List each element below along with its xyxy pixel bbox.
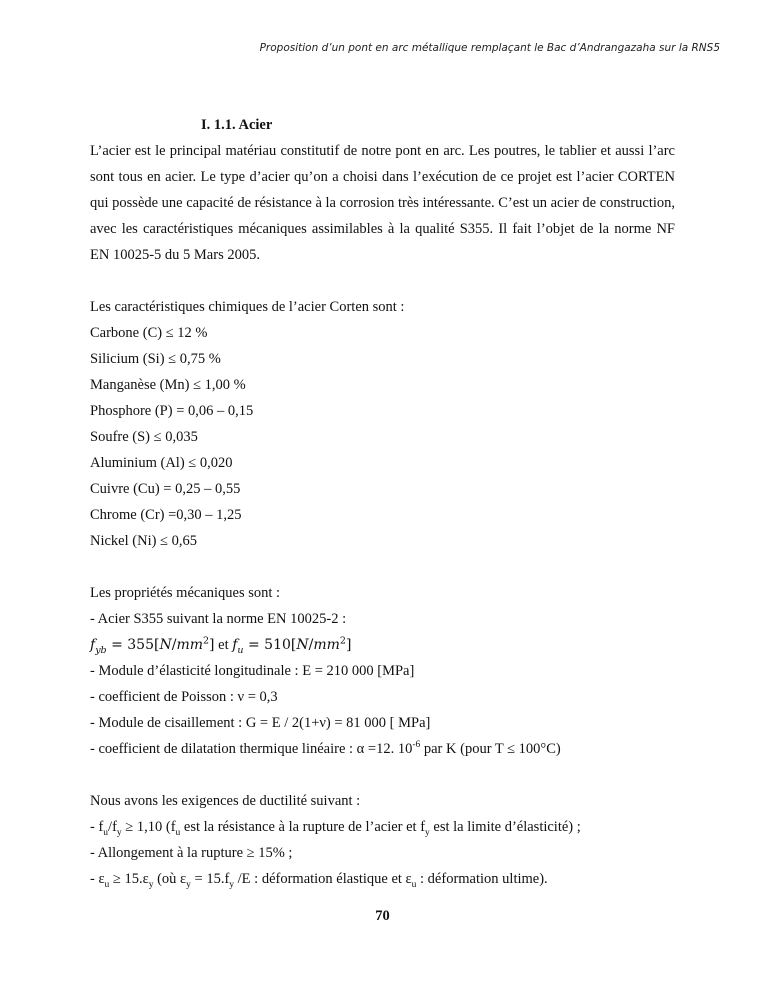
page-body — [90, 112, 675, 892]
running-header: Proposition d’un pont en arc métallique remplaçant le Bac d’Andrangazaha sur la RNS5 — [259, 42, 720, 54]
ductility-heading: Nous avons les exigences de ductilité suivant : — [90, 793, 361, 809]
ductility-item: - $f_u/f_y \ge 1,10$ ($f_u$ est la résistance à la rupture de l’acier et $f_y$ est la limite d’élasticité) ; — [90, 819, 581, 838]
shear-modulus-line: - Module de cisaillement : G = E / 2(1+ν) = 81 000 [ MPa] — [90, 715, 431, 731]
list-item: Cuivre (Cu) = 0,25 – 0,55 — [90, 481, 241, 497]
poisson-line: - coefficient de Poisson : ν = 0,3 — [90, 689, 278, 705]
strength-formula: $f_{yb} = 355[N/mm^2]$ et $f_u = 510[N/mm^2]$ — [90, 635, 352, 656]
page-number: 70 — [375, 908, 390, 924]
elastic-modulus-line: - Module d’élasticité longitudinale : E = 210 000 [MPa] — [90, 663, 415, 679]
list-item: Carbone (C) ≤ 12 % — [90, 325, 208, 341]
list-item: Nickel (Ni) ≤ 0,65 — [90, 533, 198, 549]
list-item: Phosphore (P) = 0,06 – 0,15 — [90, 403, 254, 419]
mechanical-heading: Les propriétés mécaniques sont : — [90, 585, 281, 601]
list-item: Manganèse (Mn) ≤ 1,00 % — [90, 377, 246, 393]
list-item: Soufre (S) ≤ 0,035 — [90, 429, 198, 445]
ductility-item: - Allongement à la rupture ≥ 15% ; — [90, 845, 293, 861]
chemical-list — [90, 320, 675, 554]
thermal-expansion-line: - coefficient de dilatation thermique linéaire : α =12. $10^{-6}$ par K (pour T ≤ 100°C) — [90, 740, 561, 757]
list-item: Chrome (Cr) =0,30 – 1,25 — [90, 507, 242, 523]
ductility-item: - $\varepsilon_u \ge 15.\varepsilon_y$ (où $\varepsilon_y = 15.f_y$ /E : déformation élastique et $\varepsilon_u$ : déformation ultime). — [90, 871, 548, 890]
steel-grade-line: - Acier S355 suivant la norme EN 10025-2 : — [90, 611, 347, 627]
chemical-heading: Les caractéristiques chimiques de l’acier Corten sont : — [90, 299, 405, 315]
list-item: Silicium (Si) ≤ 0,75 % — [90, 351, 221, 367]
list-item: Aluminium (Al) ≤ 0,020 — [90, 455, 233, 471]
intro-paragraph: L’acier est le principal matériau constitutif de notre pont en arc. Les poutres, le tablier et aussi l’arc sont tous en acier. Le type d’acier qu’on a choisi dans l’exécution de ce projet est l’acier CORTEN qui possède une capacité de résistance à la corrosion très intéressante. C’est un acier de construction, avec les caractéristiques mécaniques assimilables à la qualité S355. Il fait l’objet de la norme NF EN 10025-5 du 5 Mars 2005. — [90, 143, 676, 263]
section-title: I. 1.1. Acier — [201, 117, 273, 133]
